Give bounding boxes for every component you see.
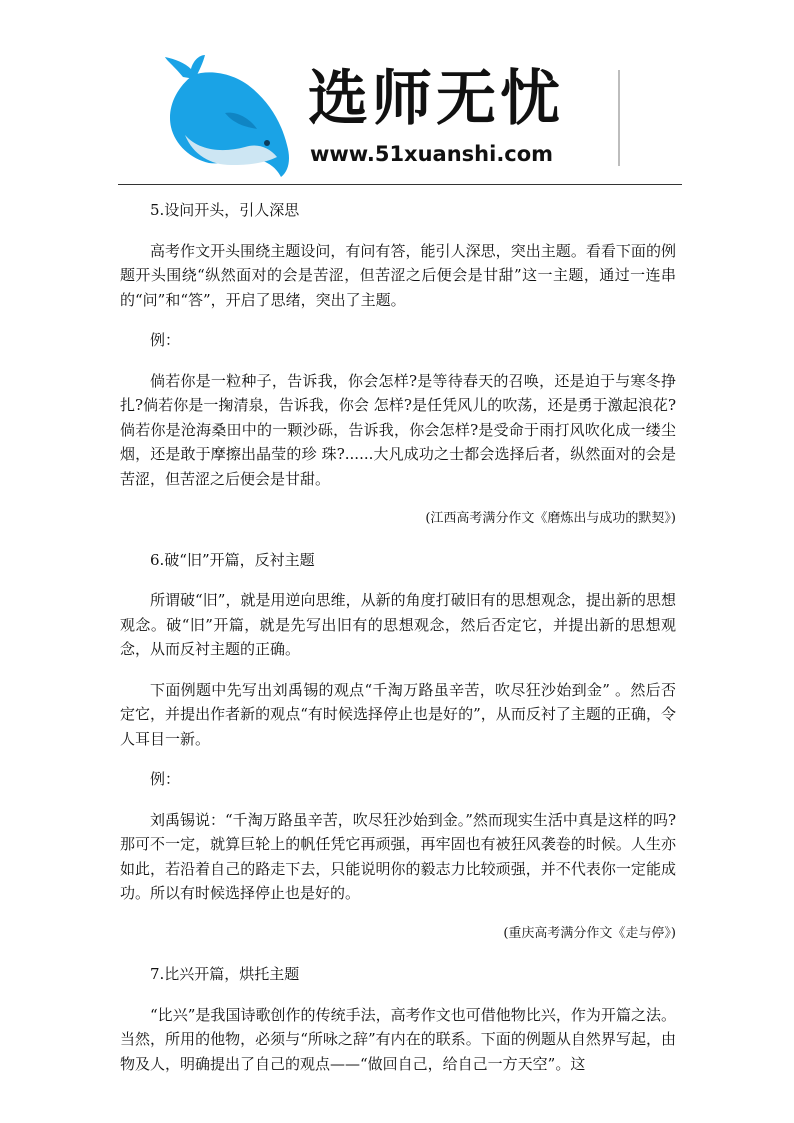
dolphin-logo-icon — [165, 55, 295, 180]
header-rule — [118, 184, 682, 185]
document-body — [120, 192, 676, 1076]
header-divider — [618, 70, 620, 166]
paragraph: 高考作文开头围绕主题设问，有问有答，能引人深思，突出主题。看看下面的例题开头围绕“纵然面对的会是苦涩，但苦涩之后便会是甘甜”这一主题，通过一连串的“问”和“答”，开启了思绪，突出了主题。 — [120, 241, 676, 309]
source-citation: (重庆高考满分作文《走与停》) — [503, 925, 676, 941]
example-paragraph: 倘若你是一粒种子，告诉我，你会怎样?是等待春天的召唤，还是迫于与寒冬挣扎?倘若你是一掬清泉，告诉我，你会 怎样?是任凭风儿的吹荡，还是勇于激起浪花?倘若你是沧海桑田中的一颗沙砾，告诉我，你会怎样?是受命于雨打风吹化成一缕尘烟，还是敢于摩擦出晶莹的珍 珠?......大凡成功之士都会选择后者，纵然面对的会是苦涩，但苦涩之后便会是甘甜。 — [120, 371, 676, 488]
example-label: 例： — [150, 770, 181, 788]
section-heading: 7.比兴开篇，烘托主题 — [150, 965, 300, 983]
section-heading: 5.设问开头，引人深思 — [150, 201, 300, 219]
paragraph: 下面例题中先写出刘禹锡的观点“千淘万路虽辛苦，吹尽狂沙始到金” 。然后否定它，并提出作者新的观点“有时候选择停止也是好的”，从而反衬了主题的正确，令人耳目一新。 — [120, 680, 676, 748]
source-citation: (江西高考满分作文《磨炼出与成功的默契》) — [425, 511, 676, 526]
paragraph: “比兴”是我国诗歌创作的传统手法，高考作文也可借他物比兴，作为开篇之法。当然，所用的他物，必须与“所咏之辞”有内在的联系。下面的例题从自然界写起，由物及人，明确提出了自己的观点——“做回自己，给自己一方天空”。这 — [120, 1005, 676, 1073]
example-paragraph: 刘禹锡说：“千淘万路虽辛苦，吹尽狂沙始到金。”然而现实生活中真是这样的吗?那可不一定，就算巨轮上的帆任凭它再顽强，再牢固也有被狂风袭卷的时候。人生亦如此，若沿着自己的路走下去，只能说明你的毅志力比较顽强，并不代表你一定能成功。所以有时候选择停止也是好的。 — [120, 810, 676, 902]
brand-url: www.51xuanshi.com — [310, 142, 554, 166]
example-label: 例： — [150, 331, 181, 349]
page-header — [0, 0, 794, 188]
brand-name: 选师无忧 — [308, 64, 564, 134]
section-heading: 6.破“旧”开篇，反衬主题 — [150, 550, 315, 569]
paragraph: 所谓破“旧”，就是用逆向思维，从新的角度打破旧有的思想观念，提出新的思想观念。破“旧”开篇，就是先写出旧有的思想观念，然后否定它，并提出新的思想观念，从而反衬主题的正确。 — [120, 591, 676, 658]
